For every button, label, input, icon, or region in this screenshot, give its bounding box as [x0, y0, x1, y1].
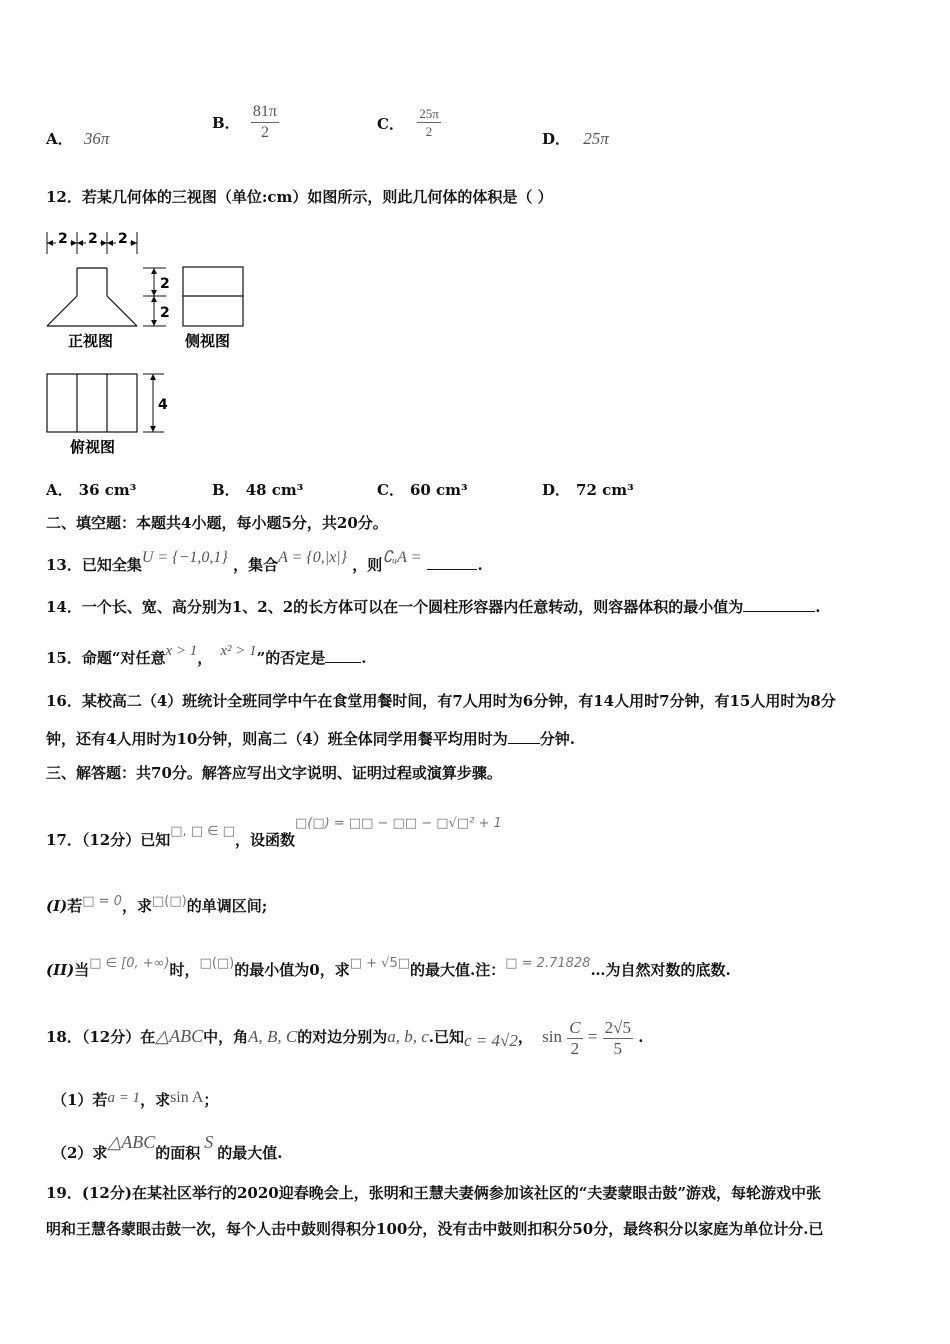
- part-text: 若: [67, 897, 83, 915]
- rhs-fraction: [603, 1018, 633, 1059]
- q11-option-c: [377, 106, 441, 141]
- part-text: ，求: [121, 897, 152, 915]
- sin-function: sin: [542, 1027, 562, 1046]
- option-label: B．: [212, 114, 240, 132]
- sides: a, b, c: [387, 1027, 429, 1046]
- fraction-denominator: 2: [260, 124, 269, 141]
- part-function: □(□): [199, 956, 235, 971]
- c-over-2: [567, 1018, 582, 1059]
- fraction-numerator: 81π: [251, 102, 279, 123]
- option-label: D．: [542, 481, 571, 499]
- section-heading: 三、解答题：共70分。解答应写出文字说明、证明过程或演算步骤。: [46, 764, 502, 782]
- q16-line2b: 分钟.: [539, 730, 575, 748]
- q19-line1: 19．(12分)在某社区举行的2020迎春晚会上，张明和王慧夫妻俩参加该社区的“夫妻蒙眼击鼓”游戏，每轮游戏中张: [46, 1184, 821, 1202]
- q12-option-a: [46, 479, 136, 500]
- q15-comma: ，: [197, 649, 213, 667]
- fraction-denominator: 2: [570, 1038, 580, 1058]
- option-value: 36π: [83, 129, 110, 148]
- top-view-label: 俯视图: [70, 438, 116, 456]
- part-text: 时，: [169, 961, 200, 979]
- q16-line2a: 钟，还有4人用时为10分钟，则高二（4）班全体同学用餐平均用时为: [46, 730, 508, 748]
- option-label: A．: [46, 481, 73, 499]
- dim-label: 2: [58, 231, 68, 247]
- option-label: A．: [46, 130, 73, 148]
- q17-part2: [46, 946, 731, 988]
- c-equation: c = 4√2: [464, 1031, 518, 1050]
- q14: [46, 596, 820, 617]
- q14-end: .: [815, 598, 821, 616]
- option-value: 25π: [583, 129, 609, 148]
- q12-text: 12．若某几何体的三视图（单位:cm）如图所示，则此几何体的体积是（ ）: [46, 188, 553, 206]
- q11-option-a: [46, 128, 109, 149]
- front-view-label: 正视图: [68, 332, 114, 350]
- option-value: 60 cm³: [409, 481, 468, 499]
- part-text: （2）求: [52, 1144, 108, 1162]
- part-label: (II): [46, 961, 75, 979]
- option-label: D．: [542, 130, 571, 148]
- sin-a: sin A: [170, 1089, 204, 1106]
- set-u: U = {−1,0,1}: [141, 549, 228, 566]
- part-label: (I): [46, 897, 68, 915]
- q14-text: 14．一个长、宽、高分别为1、2、2的长方体可以在一个圆柱形容器内任意转动，则容器体积的最小值为: [46, 598, 744, 616]
- option-fraction: [251, 102, 279, 143]
- side-view: [183, 267, 243, 326]
- part-text: 当: [74, 961, 90, 979]
- front-view: [47, 268, 137, 326]
- triangle-abc: △ABC: [107, 1132, 156, 1152]
- option-label: C．: [377, 481, 404, 499]
- q13-mid: ，集合: [233, 556, 279, 574]
- q12-option-c: [377, 479, 468, 500]
- q17-condition: □, □ ∈ □: [170, 824, 235, 839]
- part-text: 的最小值为0，求: [234, 961, 350, 979]
- q18-text: ，: [517, 1028, 533, 1046]
- three-view-diagram: [40, 228, 260, 460]
- dim-label: 2: [118, 231, 128, 247]
- complement-expr: ∁ᵤA =: [382, 549, 422, 566]
- section-heading: 二、填空题：本题共4小题，每小题5分，共20分。: [46, 514, 388, 532]
- q18-part2: [52, 1122, 283, 1173]
- option-value: 72 cm³: [576, 481, 634, 499]
- q17-prefix: 17．（12分）已知: [46, 831, 171, 849]
- part-function: □(□): [151, 894, 187, 909]
- q12-option-d: [542, 479, 634, 500]
- q15-suffix: ”的否定是: [256, 649, 326, 667]
- answer-blank: [427, 568, 477, 570]
- condition: x² > 1: [220, 643, 257, 659]
- fraction-numerator: C: [569, 1017, 581, 1037]
- q15-prefix: 15．命题“对任意: [46, 649, 166, 667]
- option-label: C．: [377, 115, 404, 133]
- dim-label: 4: [158, 397, 168, 413]
- q18-part1: [52, 1084, 218, 1114]
- triangle-abc: △ABC: [155, 1026, 204, 1046]
- part-text: 的面积: [155, 1144, 201, 1162]
- part-text: 的最大值.: [217, 1144, 283, 1162]
- q18: [46, 1008, 643, 1069]
- q11-option-b: [212, 102, 279, 143]
- q15-end: .: [361, 649, 367, 667]
- condition: x > 1: [165, 643, 198, 659]
- fraction-denominator: 2: [425, 124, 433, 139]
- q19-line2: 明和王慧各蒙眼击鼓一次，每个人击中鼓则得积分100分，没有击中鼓则扣积分50分，最终积分以家庭为单位计分.已: [46, 1220, 824, 1238]
- answer-blank: [508, 742, 540, 744]
- equals: =: [587, 1027, 598, 1046]
- q18-text: 中，角: [203, 1028, 249, 1046]
- q17-part1: [46, 884, 267, 924]
- option-fraction: [417, 106, 441, 141]
- q16-line2: [46, 728, 575, 749]
- part-text: 的最大值.注：: [410, 961, 506, 979]
- fraction-denominator: 5: [613, 1038, 623, 1058]
- euler-constant: □ = 2.71828: [505, 956, 591, 971]
- part-condition: a = 1: [107, 1090, 141, 1106]
- q18-text: 的对边分别为: [297, 1028, 388, 1046]
- side-view-label: 侧视图: [185, 332, 231, 350]
- q11-option-d: [542, 128, 609, 149]
- q13: [46, 540, 483, 583]
- answer-blank: [743, 610, 815, 612]
- answer-blank: [325, 661, 361, 663]
- part-expression: □ + √5□: [349, 956, 410, 971]
- q18-text: .: [638, 1028, 644, 1046]
- q16-line1: 16．某校高二（4）班统计全班同学中午在食堂用餐时间，有7人用时为6分钟，有14人用时7分钟，有15人用时为8分: [46, 692, 836, 710]
- set-a: A = {0,|x|}: [278, 549, 348, 566]
- q17-function: □(□) = □□ − □□ − □√□² + 1: [294, 816, 502, 831]
- option-value: 36 cm³: [78, 481, 137, 499]
- q17-mid: ，设函数: [234, 831, 295, 849]
- q17: [46, 804, 502, 860]
- part-text: 的单调区间;: [186, 897, 268, 915]
- part-text: （1）若: [52, 1091, 108, 1109]
- fraction-numerator: 2√5: [604, 1017, 631, 1037]
- q18-text: .已知: [428, 1028, 465, 1046]
- q13-prefix: 13．已知全集: [46, 556, 142, 574]
- part-condition: □ ∈ [0, +∞): [89, 956, 170, 971]
- option-value: 48 cm³: [245, 481, 304, 499]
- part-text: ，求: [140, 1091, 171, 1109]
- top-view: [47, 374, 137, 432]
- q18-prefix: 18．（12分）在: [46, 1028, 156, 1046]
- dim-label: 2: [160, 305, 170, 321]
- fraction-numerator: 25π: [419, 106, 439, 121]
- dim-label: 2: [160, 276, 170, 292]
- angles: A, B, C: [248, 1027, 298, 1046]
- option-label: B．: [212, 481, 240, 499]
- area-s: S: [204, 1132, 214, 1152]
- part-text: …为自然对数的底数.: [590, 961, 731, 979]
- q13-then: ，则: [352, 556, 383, 574]
- dim-label: 2: [88, 231, 98, 247]
- q13-end: .: [477, 556, 483, 574]
- part-text: ；: [203, 1091, 219, 1109]
- q15: [46, 633, 366, 676]
- q12-option-b: [212, 479, 303, 500]
- part-condition: □ = 0: [82, 894, 122, 909]
